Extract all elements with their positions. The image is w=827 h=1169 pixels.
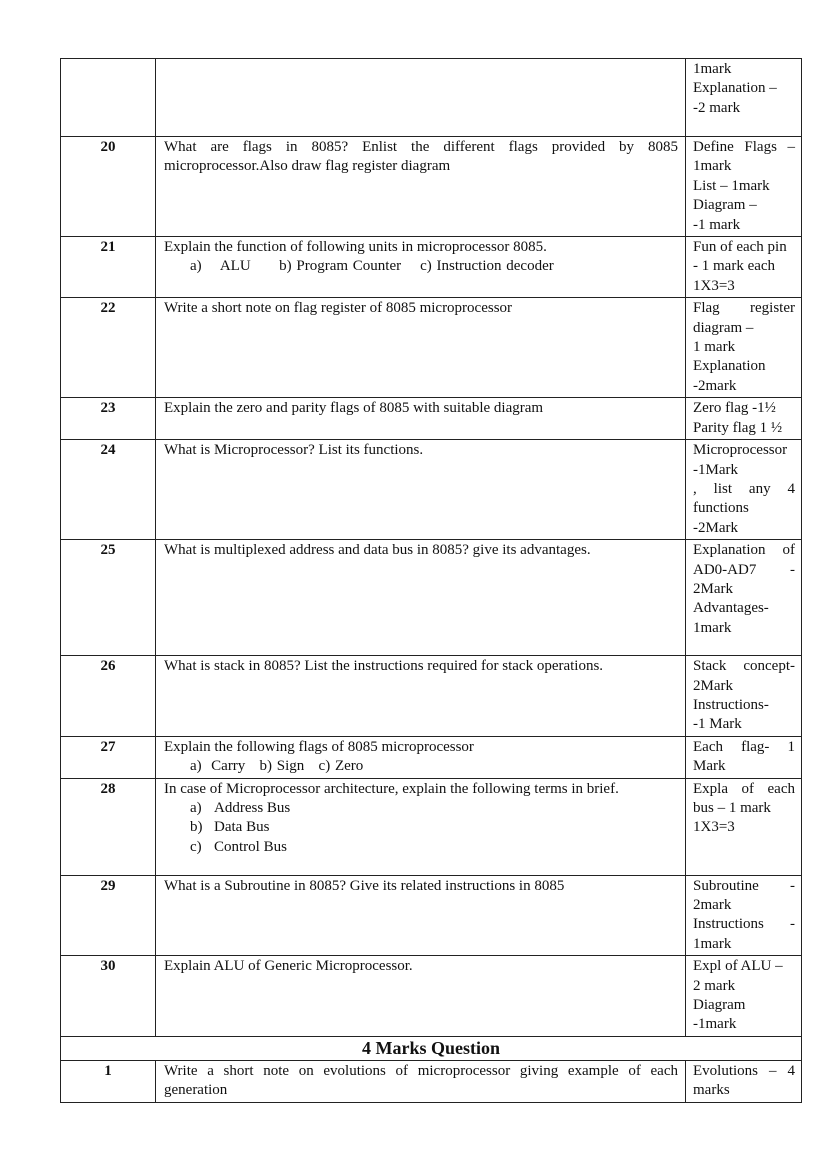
table-row (61, 398, 802, 440)
question-cell (156, 59, 686, 137)
question-number: 1 (61, 1060, 156, 1102)
table-row (61, 440, 802, 540)
table-row (61, 540, 802, 656)
marks-line: Each flag- 1 (693, 738, 795, 755)
option-item (190, 799, 678, 818)
marks-line: AD0-AD7 - (693, 561, 795, 578)
marks-line: diagram – (693, 319, 754, 336)
marks-line: Stack concept- (693, 658, 795, 675)
marks-line: Diagram (693, 997, 746, 1013)
marks-line: bus – 1 mark (693, 799, 771, 816)
marks-line: , list any 4 (693, 480, 795, 497)
marks-cell (686, 656, 802, 737)
marks-line: Expla of each (693, 780, 795, 797)
marks-line: Mark (693, 758, 726, 775)
question-number: 22 (61, 298, 156, 398)
question-text: What is stack in 8085? List the instructions required for stack operations. (156, 656, 686, 737)
marks-cell (686, 237, 802, 298)
marks-line: Fun of each pin (693, 239, 787, 256)
marks-line: List – 1mark (693, 177, 770, 194)
marks-line: Evolutions – 4 (693, 1062, 795, 1079)
question-text: Explain the zero and parity flags of 8085 with suitable diagram (156, 398, 686, 440)
question-text: What is multiplexed address and data bus in 8085? give its advantages. (156, 540, 686, 656)
marks-line: Explanation (693, 358, 766, 375)
question-text: Explain ALU of Generic Microprocessor. (156, 956, 686, 1037)
marks-cell (686, 736, 802, 778)
question-text: Write a short note on flag register of 8085 microprocessor (156, 298, 686, 398)
question-number-cell (61, 59, 156, 137)
question-cell (156, 237, 686, 298)
marks-line: -1 Mark (693, 716, 742, 733)
table-row (61, 1060, 802, 1102)
table-row (61, 656, 802, 737)
marks-line: Advantages- (693, 600, 769, 617)
question-text: What are flags in 8085? Enlist the different flags provided by 8085 microprocessor.Also draw flag register diagram (156, 137, 686, 237)
marks-line: -1 mark (693, 216, 741, 233)
marks-line: Expl of ALU – (693, 958, 783, 975)
marks-line: - 1 mark each (693, 258, 776, 275)
marks-line: Instructions - (693, 916, 795, 933)
question-number: 23 (61, 398, 156, 440)
question-text: Explain the following flags of 8085 microprocessor (164, 738, 474, 755)
question-number: 29 (61, 875, 156, 956)
marks-line: 1 mark (693, 339, 736, 356)
question-number: 30 (61, 956, 156, 1037)
table-row (61, 778, 802, 875)
marks-line: 2Mark (693, 677, 733, 694)
marks-line: 1X3=3 (693, 819, 735, 836)
question-text: What is Microprocessor? List its functions. (156, 440, 686, 540)
marks-line: Microprocessor (693, 442, 788, 459)
section-title: 4 Marks Question (61, 1036, 802, 1060)
marks-line: 1mark (693, 61, 732, 77)
marks-line: 2 mark (693, 977, 736, 994)
marks-line: -1Mark (693, 461, 738, 478)
marks-cell (686, 1060, 802, 1102)
marks-cell (686, 137, 802, 237)
marks-cell (686, 440, 802, 540)
table-row (61, 137, 802, 237)
table-row (61, 59, 802, 137)
question-options: a) Carry b) Sign c) Zero (190, 758, 364, 775)
marks-line: -2 mark (693, 99, 741, 116)
question-number: 28 (61, 778, 156, 875)
question-cell (156, 778, 686, 875)
marks-line: 2mark (693, 896, 732, 913)
table-row (61, 298, 802, 398)
table-row (61, 956, 802, 1037)
marks-line: 1X3=3 (693, 277, 735, 294)
question-number: 21 (61, 237, 156, 298)
option-text: Address Bus (214, 799, 291, 816)
question-cell (156, 736, 686, 778)
question-number: 26 (61, 656, 156, 737)
marks-cell (686, 778, 802, 875)
option-label: a) (190, 799, 202, 816)
marks-line: Parity flag 1 ½ (693, 419, 783, 436)
table-row (61, 875, 802, 956)
question-text: Write a short note on evolutions of microprocessor giving example of each generation (156, 1060, 686, 1102)
marks-line: 2Mark (693, 580, 733, 597)
marks-cell (686, 875, 802, 956)
marks-line: 1mark (693, 619, 732, 636)
question-text: Explain the function of following units in microprocessor 8085. (164, 239, 547, 256)
marks-line: -2mark (693, 377, 737, 394)
option-text: Data Bus (214, 819, 270, 836)
marks-line: 1mark (693, 935, 732, 952)
marks-line: Explanation of (693, 542, 795, 559)
question-table (60, 58, 802, 1103)
marks-line: Diagram – (693, 197, 757, 214)
section-row (61, 1036, 802, 1060)
question-number: 25 (61, 540, 156, 656)
marks-cell (686, 540, 802, 656)
marks-line: Flag register (693, 300, 795, 317)
question-number: 27 (61, 736, 156, 778)
question-number: 20 (61, 137, 156, 237)
marks-line: Instructions- (693, 696, 769, 713)
option-label: c) (190, 838, 202, 855)
marks-cell (686, 956, 802, 1037)
marks-line: -1mark (693, 1016, 737, 1033)
marks-line: Subroutine - (693, 877, 795, 894)
marks-line: 1mark (693, 158, 732, 175)
table-row (61, 736, 802, 778)
option-item (190, 818, 678, 837)
marks-line: Zero flag -1½ (693, 400, 776, 417)
marks-cell (686, 398, 802, 440)
option-label: b) (190, 819, 203, 836)
marks-line: Explanation – (693, 80, 777, 97)
table-row (61, 237, 802, 298)
option-item (190, 838, 678, 857)
question-text: In case of Microprocessor architecture, explain the following terms in brief. (164, 780, 619, 797)
marks-line: Define Flags – (693, 139, 795, 155)
marks-line: functions (693, 500, 749, 517)
option-list (164, 799, 678, 857)
marks-cell (686, 298, 802, 398)
marks-line: -2Mark (693, 519, 738, 536)
option-text: Control Bus (214, 838, 287, 855)
question-options: a) ALU b) Program Counter c) Instruction decoder (190, 258, 554, 275)
marks-cell (686, 59, 802, 137)
marks-line: marks (693, 1082, 730, 1099)
question-text: What is a Subroutine in 8085? Give its related instructions in 8085 (156, 875, 686, 956)
question-number: 24 (61, 440, 156, 540)
